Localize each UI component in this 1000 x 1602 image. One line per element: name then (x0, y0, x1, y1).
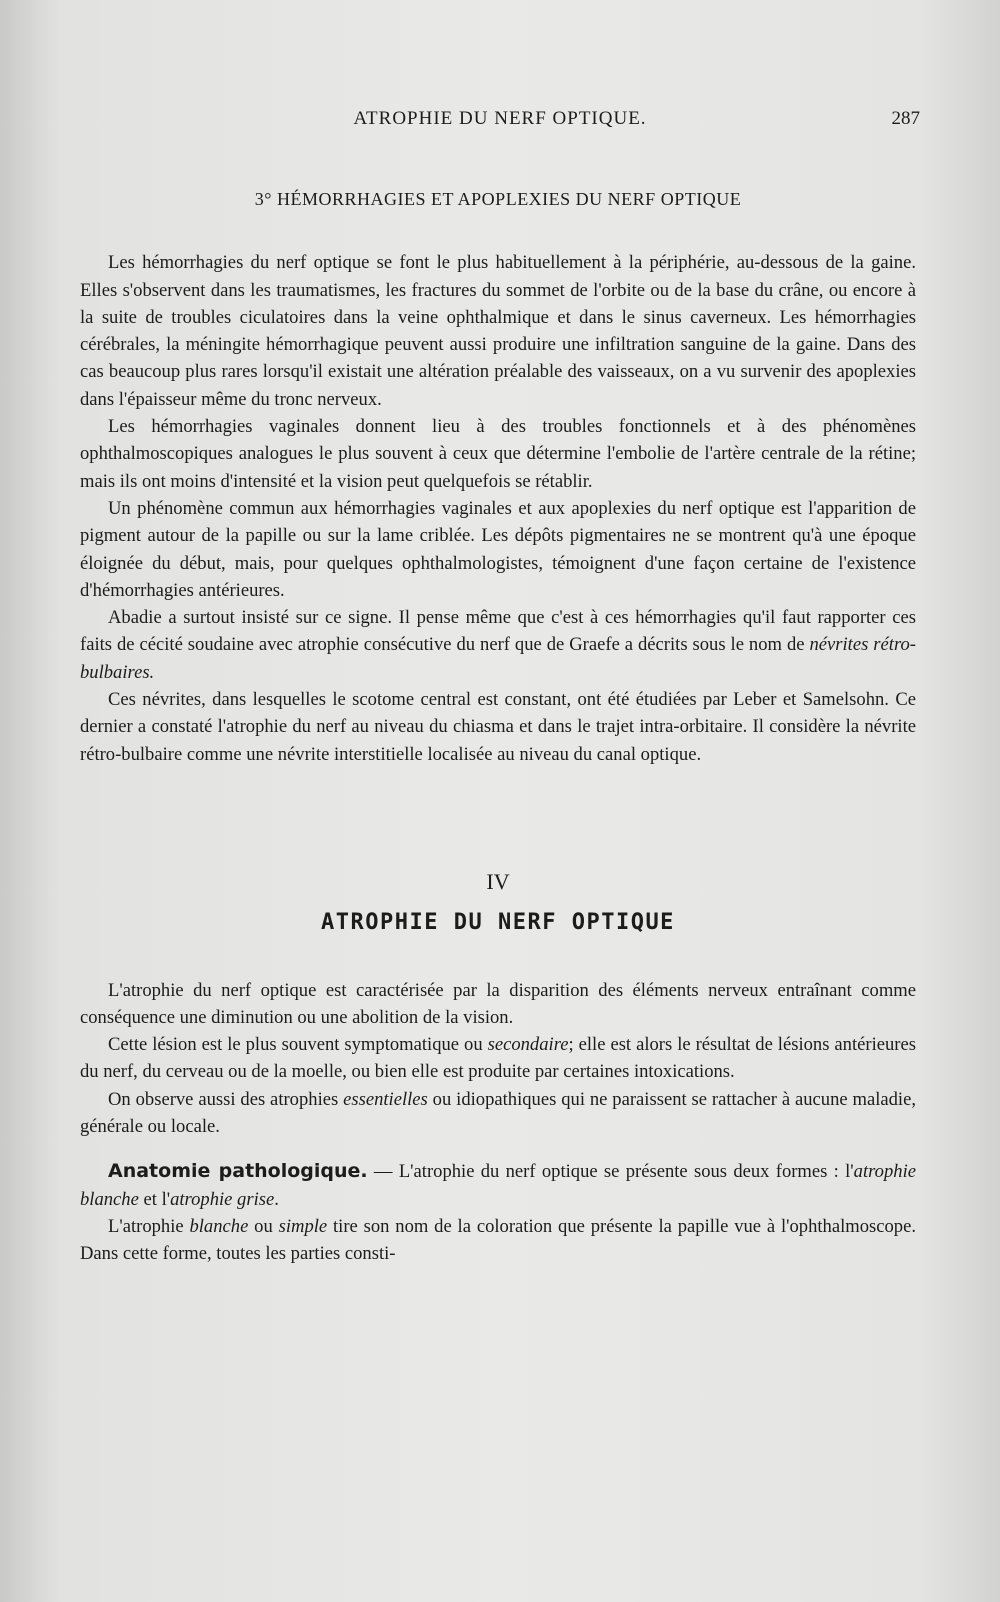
page-number: 287 (891, 108, 920, 129)
paragraph-text: ou idiopathiques qui ne paraissent se rattacher à aucune maladie, générale ou locale. (80, 1088, 916, 1138)
paragraph-text: Cette lésion est le plus souvent symptomatique ou (108, 1034, 488, 1056)
subheading: Anatomie pathologique. (108, 1160, 368, 1183)
italic-term: simple (278, 1215, 328, 1237)
running-title: ATROPHIE DU NERF OPTIQUE. (353, 108, 647, 129)
paragraph (80, 1031, 916, 1086)
paragraph-text: ou (248, 1215, 279, 1237)
paragraph-text: ; elle est alors le résultat de lésions antérieures du nerf, du cerveau ou de la moelle, ou bien elle est produite par certaines intoxications. (80, 1034, 916, 1083)
part-number: IV (486, 868, 510, 894)
italic-term: atrophie blanche (80, 1161, 916, 1210)
page-content (80, 186, 916, 1268)
spacer (80, 1140, 916, 1158)
paragraph (80, 1086, 916, 1141)
paragraph-text: — L'atrophie du nerf optique se présente sous deux formes : l' (367, 1161, 854, 1183)
paragraph-text: Abadie a surtout insisté sur ce signe. Il pense même que c'est à ces hémorrhagies qu'il faut rapporter ces faits de cécité soudaine avec atrophie consécutive du nerf que de Graefe a décrits sous le nom de (80, 607, 916, 656)
section-heading: 3° HÉMORRHAGIES ET APOPLEXIES DU NERF OPTIQUE (254, 189, 742, 209)
paragraph: Un phénomène commun aux hémorrhagies vaginales et aux apoplexies du nerf optique est l'apparition de pigment autour de la papille ou sur la lame criblée. Les dépôts pigmentaires ne se montrent qu'à une époque éloignée du début, mais, pour quelques ophthalmologistes, témoignent d'une façon certaine de l'existence d'hémorrhagies antérieures. (80, 497, 916, 601)
paragraph: Les hémorrhagies vaginales donnent lieu à des troubles fonctionnels et à des phénomènes ophthalmoscopiques analogues le plus souvent à ceux que détermine l'embolie de l'artère centrale de la rétine; mais ils ont moins d'intensité et la vision peut quelquefois se rétablir. (80, 416, 916, 492)
running-head (80, 108, 920, 134)
paragraph-text: L'atrophie (108, 1215, 190, 1237)
paragraph-text: . (274, 1188, 279, 1210)
italic-term: secondaire (487, 1034, 569, 1056)
paragraph: Ces névrites, dans lesquelles le scotome central est constant, ont été étudiées par Leber et Samelsohn. Ce dernier a constaté l'atrophie du nerf au niveau du chiasma et dans le trajet intra-orbitaire. Il considère la névrite rétro-bulbaire comme une névrite interstitielle localisée au niveau du canal optique. (80, 689, 916, 765)
paragraph: L'atrophie du nerf optique est caractérisée par la disparition des éléments nerveux entraînant comme conséquence une diminution ou une abolition de la vision. (80, 979, 916, 1028)
italic-term: névrites rétro-bulbaires. (80, 634, 916, 683)
paragraph (80, 1213, 916, 1268)
paragraph (80, 1158, 916, 1213)
italic-term: blanche (189, 1215, 249, 1237)
paragraph (80, 604, 916, 686)
paragraph-text: On observe aussi des atrophies (108, 1088, 344, 1110)
chapter-title: ATROPHIE DU NERF OPTIQUE (321, 910, 675, 936)
italic-term: essentielles (343, 1088, 428, 1110)
paragraph: Les hémorrhagies du nerf optique se font le plus habituellement à la périphérie, au-dessous de la gaine. Elles s'observent dans les traumatismes, les fractures du sommet de l'orbite ou de la base du crâne, ou encore à la suite de troubles ciculatoires dans la veine ophthalmique et dans le sinus caverneux. Les hémorrhagies cérébrales, la méningite hémorrhagique peuvent aussi produire une infiltration sanguine de la gaine. Dans des cas beaucoup plus rares lorsqu'il existait une altération préalable des vaisseaux, on a vu survenir des apoplexies dans l'épaisseur même du tronc nerveux. (80, 252, 916, 410)
paragraph-text: tire son nom de la coloration que présente la papille vue à l'ophthalmoscope. Dans cette forme, toutes les parties consti- (80, 1215, 917, 1265)
paragraph-text: et l' (138, 1188, 171, 1210)
italic-term: atrophie grise (170, 1188, 275, 1210)
